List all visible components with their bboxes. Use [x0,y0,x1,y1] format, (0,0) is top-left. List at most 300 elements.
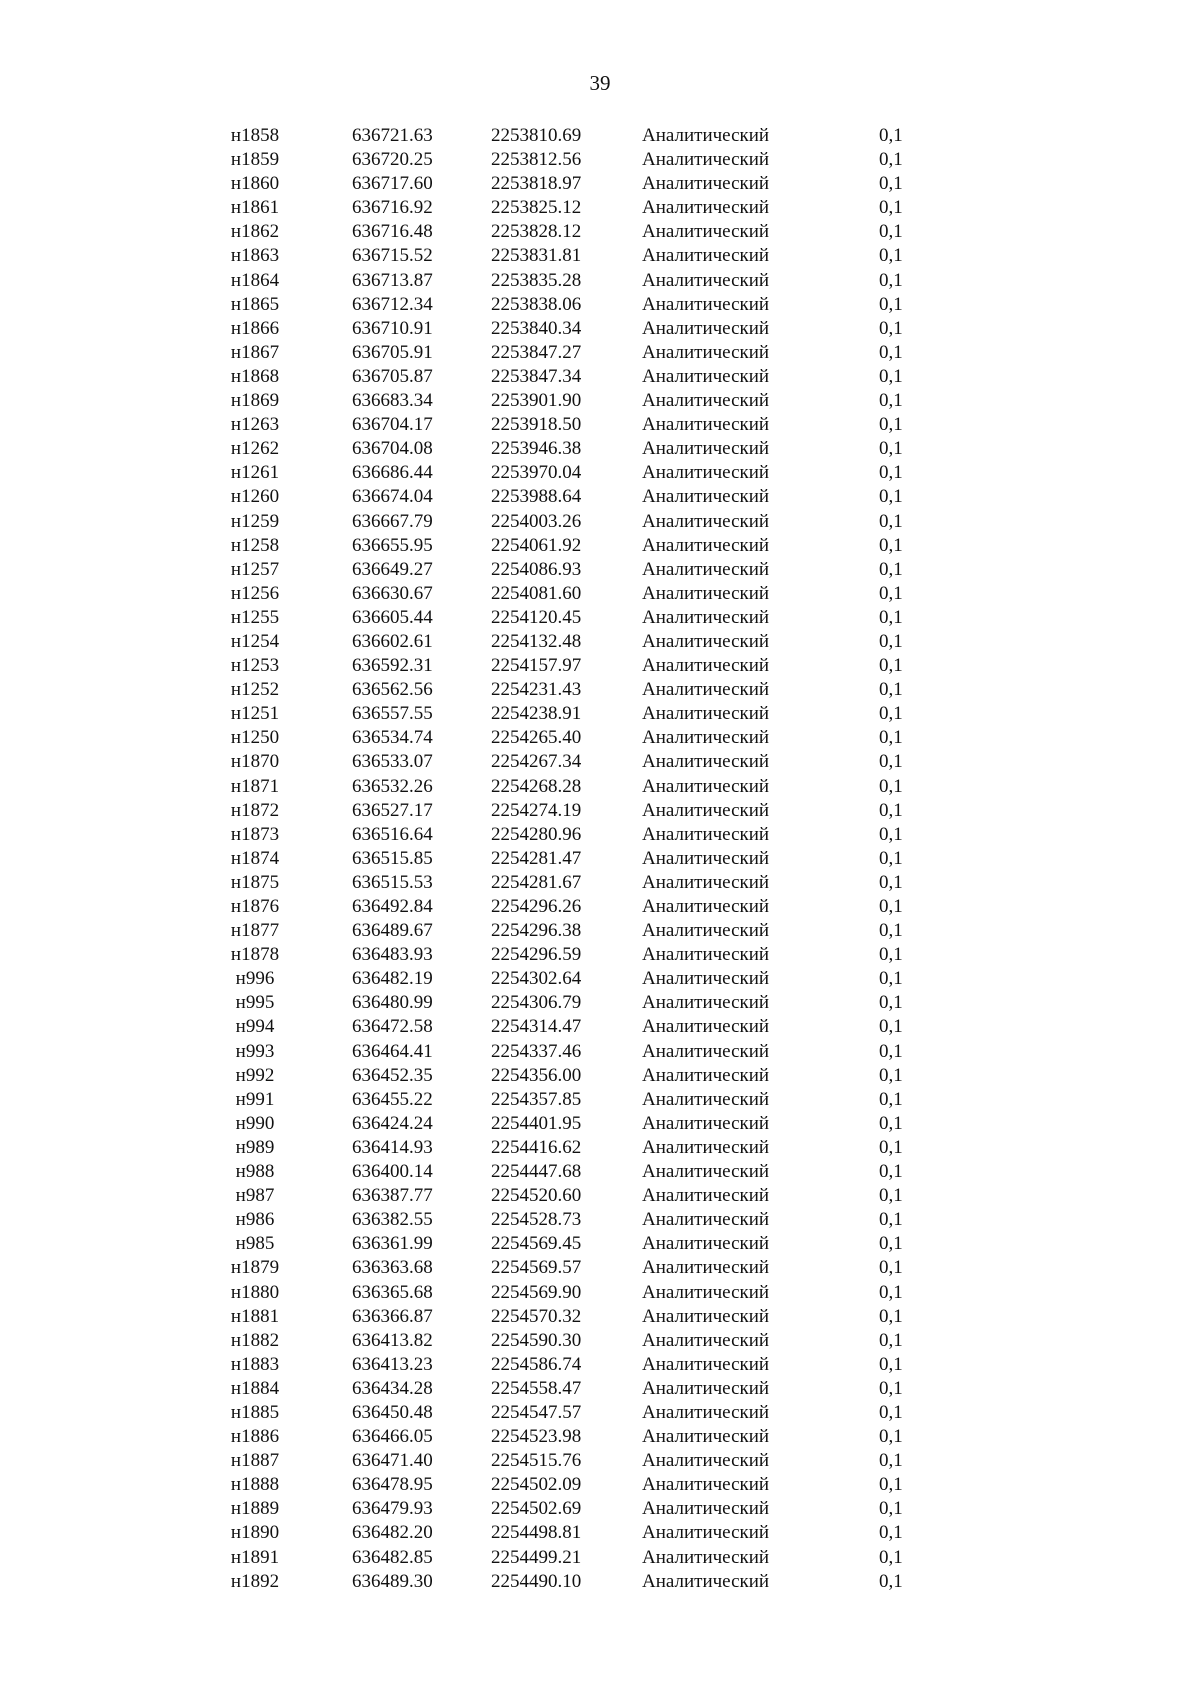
coordinate-x: 636516.64 [352,823,433,845]
table-row [0,702,1200,726]
table-row [0,365,1200,389]
coordinate-y: 2254528.73 [491,1209,582,1231]
determination-method: Аналитический [642,245,770,267]
coordinate-x: 636527.17 [352,799,433,821]
point-name: н1254 [230,630,280,652]
determination-method: Аналитический [642,703,770,725]
coordinate-y: 2253946.38 [491,438,582,460]
coordinate-y: 2254447.68 [491,1161,582,1183]
determination-method: Аналитический [642,558,770,580]
point-name: н1257 [230,558,280,580]
coordinate-x: 636413.23 [352,1353,433,1375]
accuracy-value: 0,1 [879,823,903,845]
determination-method: Аналитический [642,920,770,942]
coordinate-y: 2253901.90 [491,390,582,412]
point-name: н1250 [230,727,280,749]
accuracy-value: 0,1 [879,173,903,195]
coordinate-y: 2254281.47 [491,847,582,869]
coordinate-y: 2254558.47 [491,1377,582,1399]
point-name: н996 [235,968,275,990]
accuracy-value: 0,1 [879,1112,903,1134]
coordinate-x: 636482.19 [352,968,433,990]
coordinate-y: 2254569.45 [491,1233,582,1255]
coordinate-y: 2254003.26 [491,510,582,532]
table-row [0,1064,1200,1088]
determination-method: Аналитический [642,1281,770,1303]
table-row [0,1305,1200,1329]
point-name: н1859 [230,149,280,171]
accuracy-value: 0,1 [879,1450,903,1472]
coordinate-y: 2254296.59 [491,944,582,966]
coordinate-x: 636717.60 [352,173,433,195]
determination-method: Аналитический [642,1570,770,1592]
table-row [0,678,1200,702]
determination-method: Аналитический [642,1088,770,1110]
table-row [0,847,1200,871]
determination-method: Аналитический [642,655,770,677]
accuracy-value: 0,1 [879,606,903,628]
point-name: н1861 [230,197,280,219]
coordinate-y: 2254586.74 [491,1353,582,1375]
coordinate-x: 636466.05 [352,1426,433,1448]
accuracy-value: 0,1 [879,630,903,652]
accuracy-value: 0,1 [879,751,903,773]
coordinate-x: 636602.61 [352,630,433,652]
determination-method: Аналитический [642,1040,770,1062]
table-row [0,1473,1200,1497]
coordinate-x: 636705.91 [352,341,433,363]
table-row [0,1377,1200,1401]
point-name: н995 [235,992,275,1014]
accuracy-value: 0,1 [879,1088,903,1110]
table-row [0,269,1200,293]
determination-method: Аналитический [642,317,770,339]
accuracy-value: 0,1 [879,944,903,966]
point-name: н1879 [230,1257,280,1279]
coordinate-x: 636472.58 [352,1016,433,1038]
table-row [0,1184,1200,1208]
table-row [0,726,1200,750]
accuracy-value: 0,1 [879,1426,903,1448]
point-name: н1887 [230,1450,280,1472]
coordinate-y: 2254590.30 [491,1329,582,1351]
accuracy-value: 0,1 [879,775,903,797]
point-name: н1863 [230,245,280,267]
coordinate-x: 636533.07 [352,751,433,773]
coordinate-y: 2254081.60 [491,582,582,604]
coordinate-x: 636482.20 [352,1522,433,1544]
coordinate-x: 636483.93 [352,944,433,966]
point-name: н986 [235,1209,275,1231]
coordinate-x: 636471.40 [352,1450,433,1472]
coordinate-x: 636424.24 [352,1112,433,1134]
coordinate-x: 636534.74 [352,727,433,749]
accuracy-value: 0,1 [879,414,903,436]
coordinate-y: 2253840.34 [491,317,582,339]
point-name: н1252 [230,679,280,701]
determination-method: Аналитический [642,1257,770,1279]
point-name: н1880 [230,1281,280,1303]
coordinate-x: 636434.28 [352,1377,433,1399]
coordinate-y: 2254498.81 [491,1522,582,1544]
coordinate-x: 636655.95 [352,534,433,556]
determination-method: Аналитический [642,1233,770,1255]
accuracy-value: 0,1 [879,1329,903,1351]
table-row [0,293,1200,317]
point-name: н1864 [230,269,280,291]
determination-method: Аналитический [642,341,770,363]
accuracy-value: 0,1 [879,992,903,1014]
coordinate-x: 636464.41 [352,1040,433,1062]
determination-method: Аналитический [642,1498,770,1520]
point-name: н1890 [230,1522,280,1544]
accuracy-value: 0,1 [879,1281,903,1303]
point-name: н1253 [230,655,280,677]
coordinate-x: 636482.85 [352,1546,433,1568]
accuracy-value: 0,1 [879,847,903,869]
accuracy-value: 0,1 [879,1233,903,1255]
table-row [0,510,1200,534]
point-name: н1886 [230,1426,280,1448]
table-row [0,1546,1200,1570]
coordinate-x: 636400.14 [352,1161,433,1183]
accuracy-value: 0,1 [879,1257,903,1279]
point-name: н1875 [230,871,280,893]
accuracy-value: 0,1 [879,1474,903,1496]
table-row [0,1281,1200,1305]
point-name: н1259 [230,510,280,532]
table-row [0,244,1200,268]
determination-method: Аналитический [642,679,770,701]
coordinate-y: 2254274.19 [491,799,582,821]
determination-method: Аналитический [642,1474,770,1496]
coordinate-x: 636478.95 [352,1474,433,1496]
accuracy-value: 0,1 [879,125,903,146]
determination-method: Аналитический [642,221,770,243]
coordinate-y: 2253831.81 [491,245,582,267]
accuracy-value: 0,1 [879,679,903,701]
table-row [0,1570,1200,1594]
determination-method: Аналитический [642,438,770,460]
determination-method: Аналитический [642,751,770,773]
determination-method: Аналитический [642,1450,770,1472]
point-name: н1870 [230,751,280,773]
coordinate-x: 636413.82 [352,1329,433,1351]
coordinate-y: 2254281.67 [491,871,582,893]
determination-method: Аналитический [642,1522,770,1544]
accuracy-value: 0,1 [879,365,903,387]
accuracy-value: 0,1 [879,1209,903,1231]
coordinate-y: 2253918.50 [491,414,582,436]
table-row [0,124,1200,148]
coordinate-x: 636704.08 [352,438,433,460]
coordinate-y: 2254401.95 [491,1112,582,1134]
table-row [0,1208,1200,1232]
accuracy-value: 0,1 [879,293,903,315]
determination-method: Аналитический [642,1546,770,1568]
determination-method: Аналитический [642,1064,770,1086]
point-name: н1860 [230,173,280,195]
coordinate-x: 636489.67 [352,920,433,942]
table-row [0,389,1200,413]
coordinate-x: 636715.52 [352,245,433,267]
coordinate-x: 636363.68 [352,1257,433,1279]
point-name: н1256 [230,582,280,604]
coordinate-x: 636382.55 [352,1209,433,1231]
accuracy-value: 0,1 [879,727,903,749]
coordinate-y: 2253818.97 [491,173,582,195]
point-name: н989 [235,1136,275,1158]
point-name: н985 [235,1233,275,1255]
point-name: н1878 [230,944,280,966]
accuracy-value: 0,1 [879,1016,903,1038]
table-row [0,750,1200,774]
point-name: н1884 [230,1377,280,1399]
point-name: н1262 [230,438,280,460]
point-name: н1260 [230,486,280,508]
accuracy-value: 0,1 [879,390,903,412]
accuracy-value: 0,1 [879,1546,903,1568]
coordinate-y: 2254337.46 [491,1040,582,1062]
accuracy-value: 0,1 [879,1377,903,1399]
coordinate-x: 636686.44 [352,462,433,484]
coordinate-x: 636515.85 [352,847,433,869]
accuracy-value: 0,1 [879,1570,903,1592]
determination-method: Аналитический [642,799,770,821]
determination-method: Аналитический [642,944,770,966]
coordinate-y: 2254499.21 [491,1546,582,1568]
coordinate-y: 2254086.93 [491,558,582,580]
table-row [0,991,1200,1015]
coordinate-x: 636489.30 [352,1570,433,1592]
table-row [0,895,1200,919]
coordinate-x: 636361.99 [352,1233,433,1255]
point-name: н1883 [230,1353,280,1375]
table-row [0,799,1200,823]
coordinate-x: 636480.99 [352,992,433,1014]
determination-method: Аналитический [642,1016,770,1038]
determination-method: Аналитический [642,775,770,797]
point-name: н988 [235,1161,275,1183]
point-name: н990 [235,1112,275,1134]
determination-method: Аналитический [642,534,770,556]
point-name: н1882 [230,1329,280,1351]
table-row [0,461,1200,485]
determination-method: Аналитический [642,606,770,628]
determination-method: Аналитический [642,197,770,219]
table-row [0,148,1200,172]
point-name: н987 [235,1185,275,1207]
table-row [0,919,1200,943]
determination-method: Аналитический [642,1112,770,1134]
coordinate-x: 636710.91 [352,317,433,339]
coordinate-y: 2254132.48 [491,630,582,652]
table-row [0,196,1200,220]
table-row [0,606,1200,630]
coordinate-y: 2254356.00 [491,1064,582,1086]
point-name: н1868 [230,365,280,387]
coordinate-x: 636630.67 [352,582,433,604]
table-row [0,413,1200,437]
coordinate-x: 636562.56 [352,679,433,701]
accuracy-value: 0,1 [879,1040,903,1062]
accuracy-value: 0,1 [879,968,903,990]
coordinate-x: 636365.68 [352,1281,433,1303]
coordinate-x: 636674.04 [352,486,433,508]
coordinate-x: 636532.26 [352,775,433,797]
point-name: н1885 [230,1401,280,1423]
determination-method: Аналитический [642,1377,770,1399]
coordinate-x: 636716.92 [352,197,433,219]
coordinate-y: 2253812.56 [491,149,582,171]
table-row [0,1256,1200,1280]
determination-method: Аналитический [642,293,770,315]
point-name: н992 [235,1064,275,1086]
table-row [0,1160,1200,1184]
point-name: н1873 [230,823,280,845]
coordinate-y: 2254502.69 [491,1498,582,1520]
table-row [0,1401,1200,1425]
accuracy-value: 0,1 [879,245,903,267]
coordinate-y: 2254502.09 [491,1474,582,1496]
accuracy-value: 0,1 [879,1305,903,1327]
coordinate-y: 2254569.90 [491,1281,582,1303]
determination-method: Аналитический [642,1136,770,1158]
accuracy-value: 0,1 [879,558,903,580]
coordinate-y: 2254570.32 [491,1305,582,1327]
accuracy-value: 0,1 [879,510,903,532]
point-name: н1866 [230,317,280,339]
determination-method: Аналитический [642,1329,770,1351]
point-name: н1867 [230,341,280,363]
accuracy-value: 0,1 [879,655,903,677]
coordinate-x: 636455.22 [352,1088,433,1110]
coordinate-x: 636649.27 [352,558,433,580]
point-name: н993 [235,1040,275,1062]
coordinate-y: 2253835.28 [491,269,582,291]
accuracy-value: 0,1 [879,1401,903,1423]
accuracy-value: 0,1 [879,1064,903,1086]
table-row [0,1040,1200,1064]
determination-method: Аналитический [642,365,770,387]
point-name: н1872 [230,799,280,821]
table-row [0,485,1200,509]
point-name: н1862 [230,221,280,243]
table-row [0,823,1200,847]
accuracy-value: 0,1 [879,871,903,893]
point-name: н1858 [230,125,280,146]
accuracy-value: 0,1 [879,1522,903,1544]
coordinate-x: 636713.87 [352,269,433,291]
coordinate-x: 636492.84 [352,896,433,917]
point-name: н1251 [230,703,280,725]
table-row [0,220,1200,244]
table-row [0,1088,1200,1112]
point-name: н1261 [230,462,280,484]
point-name: н1891 [230,1546,280,1568]
determination-method: Аналитический [642,727,770,749]
coordinates-table [0,124,1200,1594]
page-number: 39 [589,71,611,95]
accuracy-value: 0,1 [879,582,903,604]
accuracy-value: 0,1 [879,534,903,556]
coordinate-x: 636721.63 [352,125,433,146]
accuracy-value: 0,1 [879,799,903,821]
point-name: н1258 [230,534,280,556]
determination-method: Аналитический [642,462,770,484]
coordinate-x: 636716.48 [352,221,433,243]
point-name: н1892 [230,1570,280,1592]
accuracy-value: 0,1 [879,317,903,339]
coordinate-y: 2254547.57 [491,1401,582,1423]
determination-method: Аналитический [642,847,770,869]
point-name: н1881 [230,1305,280,1327]
coordinate-y: 2254296.38 [491,920,582,942]
determination-method: Аналитический [642,1353,770,1375]
coordinate-x: 636683.34 [352,390,433,412]
coordinate-y: 2254238.91 [491,703,582,725]
determination-method: Аналитический [642,871,770,893]
coordinate-y: 2254357.85 [491,1088,582,1110]
point-name: н1876 [230,896,280,917]
coordinate-y: 2254157.97 [491,655,582,677]
coordinate-x: 636712.34 [352,293,433,315]
table-row [0,1449,1200,1473]
point-name: н1869 [230,390,280,412]
coordinate-y: 2254302.64 [491,968,582,990]
accuracy-value: 0,1 [879,1353,903,1375]
determination-method: Аналитический [642,1305,770,1327]
determination-method: Аналитический [642,486,770,508]
coordinate-y: 2253838.06 [491,293,582,315]
table-row [0,558,1200,582]
accuracy-value: 0,1 [879,149,903,171]
determination-method: Аналитический [642,1161,770,1183]
coordinate-x: 636515.53 [352,871,433,893]
coordinate-y: 2254061.92 [491,534,582,556]
point-name: н1255 [230,606,280,628]
accuracy-value: 0,1 [879,269,903,291]
coordinate-y: 2253810.69 [491,125,582,146]
coordinate-y: 2253970.04 [491,462,582,484]
determination-method: Аналитический [642,1401,770,1423]
determination-method: Аналитический [642,968,770,990]
accuracy-value: 0,1 [879,920,903,942]
coordinate-y: 2254520.60 [491,1185,582,1207]
table-row [0,341,1200,365]
table-row [0,654,1200,678]
table-row [0,1353,1200,1377]
table-row [0,943,1200,967]
table-row [0,172,1200,196]
coordinate-y: 2254268.28 [491,775,582,797]
determination-method: Аналитический [642,992,770,1014]
point-name: н1877 [230,920,280,942]
coordinate-y: 2254306.79 [491,992,582,1014]
determination-method: Аналитический [642,269,770,291]
point-name: н994 [235,1016,275,1038]
point-name: н991 [235,1088,275,1110]
point-name: н1871 [230,775,280,797]
accuracy-value: 0,1 [879,486,903,508]
determination-method: Аналитический [642,510,770,532]
coordinate-x: 636414.93 [352,1136,433,1158]
determination-method: Аналитический [642,173,770,195]
table-row [0,437,1200,461]
coordinate-x: 636605.44 [352,606,433,628]
coordinate-y: 2254416.62 [491,1136,582,1158]
accuracy-value: 0,1 [879,896,903,917]
